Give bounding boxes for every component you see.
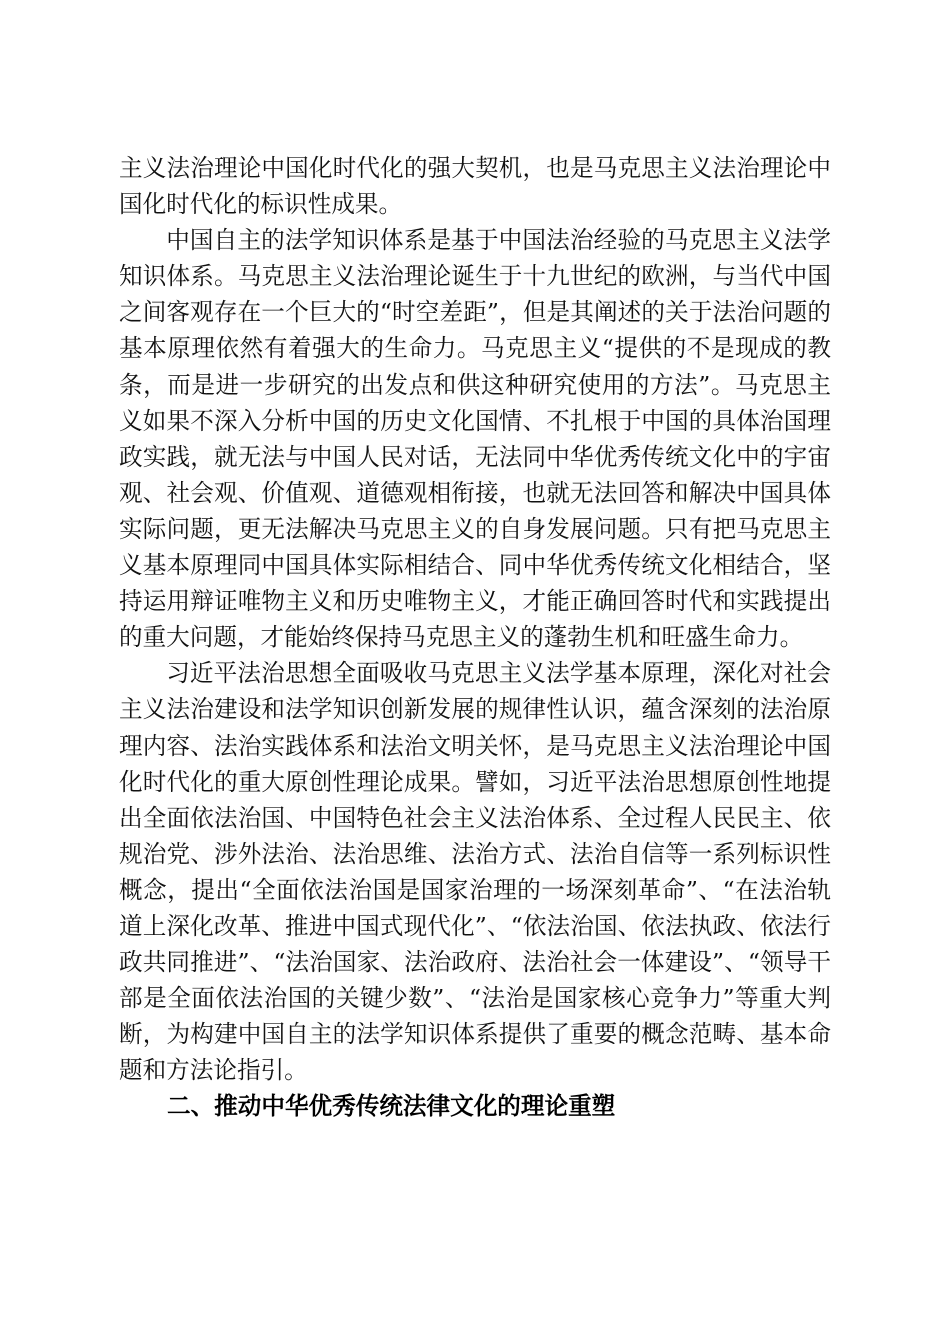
section-heading: 二、推动中华优秀传统法律文化的理论重塑 [167,1092,616,1121]
paragraph-marxist-legal-knowledge: 中国自主的法学知识体系是基于中国法治经验的马克思主义法学知识体系。马克思主义法治理论诞生于十九世纪的欧洲，与当代中国之间客观存在一个巨大的“时空差距”，但是其阐述的关于法治问题的基本原理依然有着强大的生命力。马克思主义“提供的不是现成的教条，而是进一步研究的出发点和供这种研究使用的方法”。马克思主义如果不深入分析中国的历史文化国情、不扎根于中国的具体治国理政实践，就无法与中国人民对话，无法同中华优秀传统文化中的宇宙观、社会观、价值观、道德观相衔接，也就无法回答和解决中国具体实际问题，更无法解决马克思主义的自身发展问题。只有把马克思主义基本原理同中国具体实际相结合、同中华优秀传统文化相结合，坚持运用辩证唯物主义和历史唯物主义，才能正确回答时代和实践提出的重大问题，才能始终保持马克思主义的蓬勃生机和旺盛生命力。 [119,226,831,652]
paragraph-continuation: 主义法治理论中国化时代化的强大契机，也是马克思主义法治理论中国化时代化的标识性成果。 [119,154,831,219]
document-page [119,150,831,1125]
paragraph-xi-rule-of-law-thought: 习近平法治思想全面吸收马克思主义法学基本原理，深化对社会主义法治建设和法学知识创新发展的规律性认识，蕴含深刻的法治原理内容、法治实践体系和法治文明关怀，是马克思主义法治理论中国化时代化的重大原创性理论成果。譬如，习近平法治思想原创性地提出全面依法治国、中国特色社会主义法治体系、全过程人民民主、依规治党、涉外法治、法治思维、法治方式、法治自信等一系列标识性概念，提出“全面依法治国是国家治理的一场深刻革命”、“在法治轨道上深化改革、推进中国式现代化”、“依法治国、依法执政、依法行政共同推进”、“法治国家、法治政府、法治社会一体建设”、“领导干部是全面依法治国的关键少数”、“法治是国家核心竞争力”等重大判断，为构建中国自主的法学知识体系提供了重要的概念范畴、基本命题和方法论指引。 [119,659,831,1085]
